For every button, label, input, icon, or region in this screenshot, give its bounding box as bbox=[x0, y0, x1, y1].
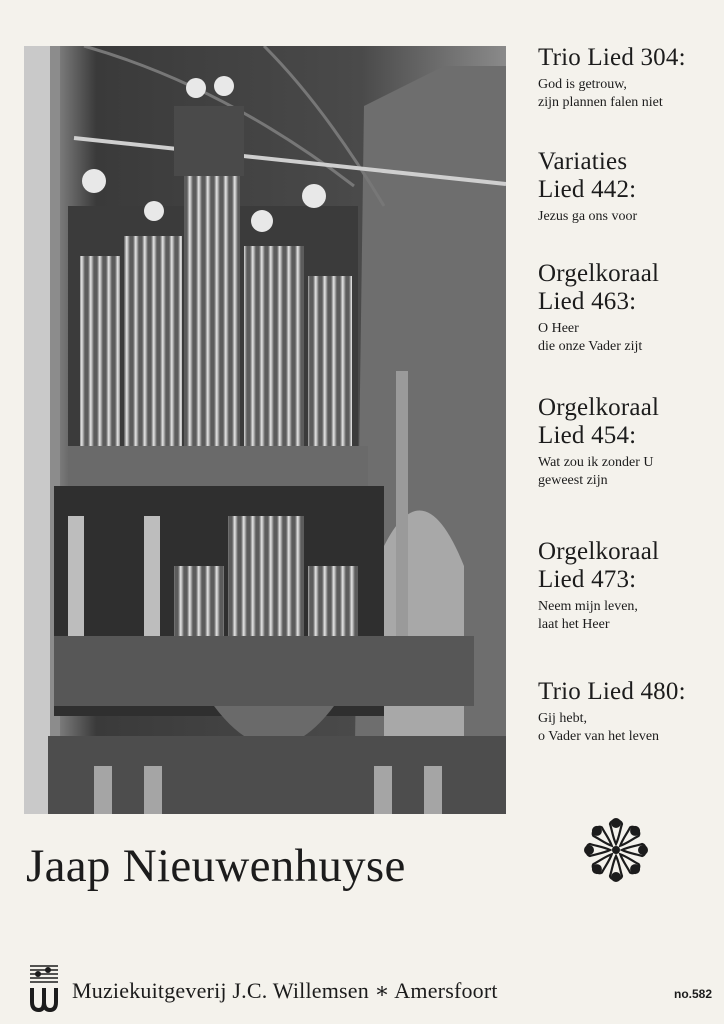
toc-title: Trio Lied 480: bbox=[538, 678, 686, 705]
toc-entry-trio-480 bbox=[538, 678, 720, 746]
toc-subtitle: Neem mijn leven, bbox=[538, 599, 638, 614]
toc-subtitle: God is getrouw, bbox=[538, 77, 627, 92]
toc-title: Lied 442: bbox=[538, 176, 637, 203]
toc-subtitle: Jezus ga ons voor bbox=[538, 209, 638, 224]
publisher-line: Muziekuitgeverij J.C. Willemsen ∗ Amersfoort bbox=[72, 978, 498, 1003]
toc-subtitle: laat het Heer bbox=[538, 617, 610, 632]
toc-subtitle: o Vader van het leven bbox=[538, 729, 660, 744]
toc-title: Variaties bbox=[538, 148, 628, 175]
publisher-logo-icon bbox=[28, 960, 60, 1012]
toc-subtitle: O Heer bbox=[538, 321, 579, 336]
toc-title: Orgelkoraal bbox=[538, 394, 660, 421]
toc-entry-orgelkoraal-473 bbox=[538, 538, 720, 634]
toc-title: Orgelkoraal bbox=[538, 538, 660, 565]
catalog-number: no.582 bbox=[674, 987, 713, 1001]
toc-title: Orgelkoraal bbox=[538, 260, 660, 287]
toc-entry-trio-304 bbox=[538, 44, 720, 112]
toc-subtitle: Gij hebt, bbox=[538, 711, 587, 726]
toc-entry-orgelkoraal-463 bbox=[538, 260, 720, 356]
toc-title: Lied 454: bbox=[538, 422, 637, 449]
toc-entry-orgelkoraal-454 bbox=[538, 394, 720, 490]
toc-title: Lied 473: bbox=[538, 566, 637, 593]
toc-subtitle: geweest zijn bbox=[538, 473, 608, 488]
toc-entry-variaties-442 bbox=[538, 148, 720, 226]
toc-subtitle: die onze Vader zijt bbox=[538, 339, 643, 354]
toc-subtitle: zijn plannen falen niet bbox=[538, 95, 663, 110]
composer-name: Jaap Nieuwenhuyse bbox=[26, 840, 406, 892]
toc-subtitle: Wat zou ik zonder U bbox=[538, 455, 654, 470]
organ-photo bbox=[24, 46, 506, 814]
flower-ornament-icon bbox=[582, 816, 650, 884]
toc-title: Lied 463: bbox=[538, 288, 637, 315]
church-organ-illustration bbox=[24, 46, 506, 814]
toc-title: Trio Lied 304: bbox=[538, 44, 686, 71]
